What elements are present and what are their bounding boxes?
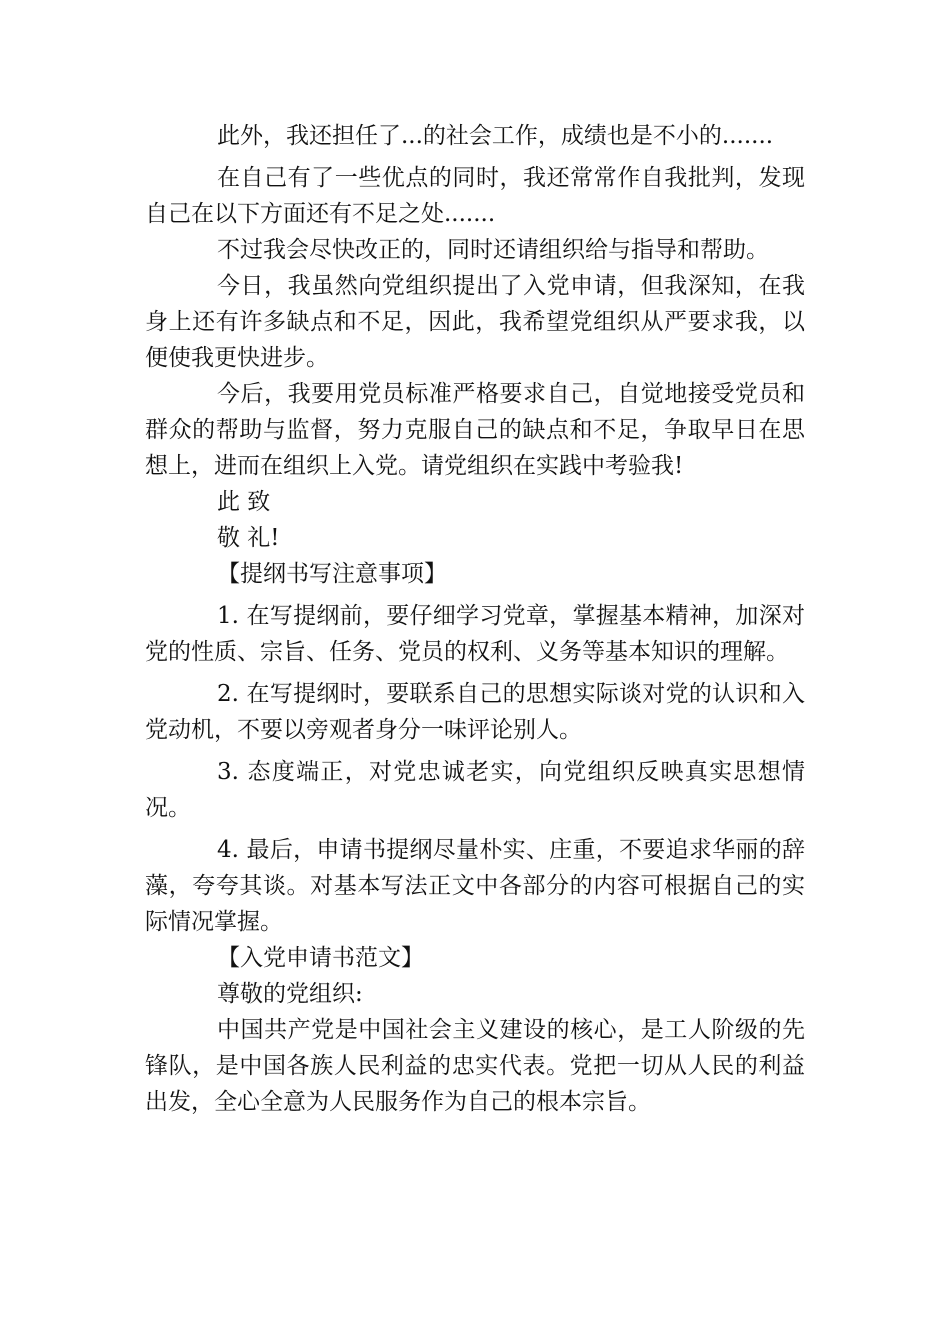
paragraph-correction: 不过我会尽快改正的，同时还请组织给与指导和帮助。 xyxy=(217,237,769,263)
note-item-2: 2. 在写提纲时，要联系自己的思想实际谈对党的认识和入党动机，不要以旁观者身分一味评论别人。 xyxy=(145,681,805,743)
section-heading-notes: 【提纲书写注意事项】 xyxy=(217,561,447,587)
paragraph-future-commitment: 今后，我要用党员标准严格要求自己，自觉地接受党员和群众的帮助与监督，努力克服自己的缺点和不足，争取早日在思想上，进而在组织上入党。请党组织在实践中考验我! xyxy=(145,381,805,479)
paragraph-application: 今日，我虽然向党组织提出了入党申请，但我深知，在我身上还有许多缺点和不足，因此，我希望党组织从严要求我，以便使我更快进步。 xyxy=(145,273,805,371)
paragraph-social-work: 此外，我还担任了...的社会工作，成绩也是不小的....... xyxy=(217,123,774,149)
closing-salutation-2: 敬 礼! xyxy=(217,525,280,551)
note-item-4: 4. 最后，申请书提纲尽量朴实、庄重，不要追求华丽的辞藻，夸夸其谈。对基本写法正文中各部分的内容可根据自己的实际情况掌握。 xyxy=(145,837,805,935)
note-item-1: 1. 在写提纲前，要仔细学习党章，掌握基本精神，加深对党的性质、宗旨、任务、党员的权利、义务等基本知识的理解。 xyxy=(145,603,805,665)
paragraph-self-criticism: 在自己有了一些优点的同时，我还常常作自我批判，发现自己在以下方面还有不足之处....... xyxy=(145,165,805,227)
section-heading-sample: 【入党申请书范文】 xyxy=(217,945,424,971)
document-body xyxy=(145,118,805,1120)
paragraph-party-core: 中国共产党是中国社会主义建设的核心，是工人阶级的先锋队，是中国各族人民利益的忠实代表。党把一切从人民的利益出发，全心全意为人民服务作为自己的根本宗旨。 xyxy=(145,1017,805,1115)
letter-greeting: 尊敬的党组织: xyxy=(217,981,363,1007)
closing-salutation-1: 此 致 xyxy=(217,489,271,515)
note-item-3: 3. 态度端正，对党忠诚老实，向党组织反映真实思想情况。 xyxy=(145,759,805,821)
